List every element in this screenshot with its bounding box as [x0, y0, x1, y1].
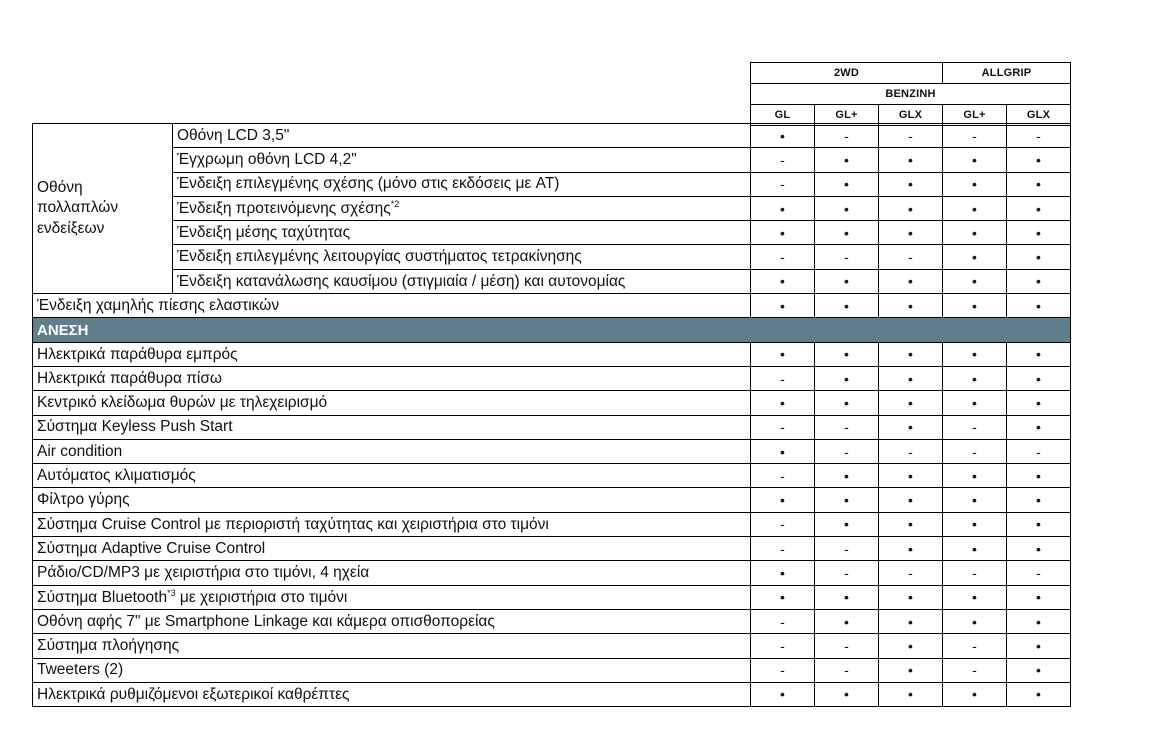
feature-row	[33, 561, 1071, 585]
header-allgrip: ALLGRIP	[943, 63, 1071, 84]
standard-mark: •	[943, 342, 1007, 366]
feature-label-text: Σύστημα πλοήγησης	[37, 637, 180, 655]
standard-mark: •	[943, 682, 1007, 706]
standard-mark: •	[879, 537, 943, 561]
standard-mark: •	[943, 512, 1007, 536]
not-available-mark: -	[879, 124, 943, 148]
not-available-mark: -	[943, 439, 1007, 463]
standard-mark: •	[879, 512, 943, 536]
standard-mark: •	[943, 245, 1007, 269]
feature-label	[33, 342, 751, 366]
standard-mark: •	[1007, 634, 1071, 658]
feature-label	[33, 439, 751, 463]
standard-mark: •	[1007, 537, 1071, 561]
standard-mark: •	[1007, 609, 1071, 633]
feature-row	[33, 609, 1071, 633]
standard-mark: •	[815, 294, 879, 318]
not-available-mark: -	[1007, 124, 1071, 148]
standard-mark: •	[943, 488, 1007, 512]
feature-label-text: Οθόνη LCD 3,5"	[177, 126, 290, 144]
section-title: ΑΝΕΣΗ	[33, 318, 1071, 342]
standard-mark: •	[815, 512, 879, 536]
feature-label-text: Ένδειξη χαμηλής πίεσης ελαστικών	[37, 296, 280, 314]
standard-mark: •	[751, 439, 815, 463]
standard-mark: •	[943, 148, 1007, 172]
standard-mark: •	[1007, 269, 1071, 293]
not-available-mark: -	[815, 561, 879, 585]
standard-mark: •	[943, 294, 1007, 318]
standard-mark: •	[1007, 391, 1071, 415]
standard-mark: •	[815, 609, 879, 633]
standard-mark: •	[815, 488, 879, 512]
not-available-mark: -	[751, 537, 815, 561]
not-available-mark: -	[751, 245, 815, 269]
feature-label-text: Ένδειξη επιλεγμένης σχέσης (μόνο στις εκδόσεις με AT)	[177, 175, 560, 193]
feature-label-text: Tweeters (2)	[37, 661, 124, 679]
feature-label-text: με χειριστήρια στο τιμόνι	[175, 588, 348, 606]
feature-label-text: Ένδειξη προτεινόμενης σχέσης	[177, 199, 391, 217]
standard-mark: •	[879, 391, 943, 415]
standard-mark: •	[879, 658, 943, 682]
standard-mark: •	[751, 391, 815, 415]
feature-label	[33, 561, 751, 585]
feature-label	[173, 221, 751, 245]
trim-header: GLX	[1007, 105, 1071, 126]
feature-label-text: Οθόνη αφής 7" με Smartphone Linkage και κάμερα οπισθοπορείας	[37, 612, 495, 630]
standard-mark: •	[879, 609, 943, 633]
feature-row	[33, 682, 1071, 706]
standard-mark: •	[943, 585, 1007, 609]
feature-label	[33, 294, 751, 318]
feature-label-text: Σύστημα Cruise Control με περιοριστή ταχύτητας και χειριστήρια στο τιμόνι	[37, 515, 549, 533]
standard-mark: •	[879, 464, 943, 488]
feature-label	[33, 634, 751, 658]
standard-mark: •	[751, 585, 815, 609]
standard-mark: •	[1007, 148, 1071, 172]
standard-mark: •	[879, 488, 943, 512]
not-available-mark: -	[1007, 561, 1071, 585]
not-available-mark: -	[815, 634, 879, 658]
standard-mark: •	[879, 585, 943, 609]
feature-label	[173, 148, 751, 172]
standard-mark: •	[751, 221, 815, 245]
feature-row	[33, 439, 1071, 463]
not-available-mark: -	[815, 245, 879, 269]
feature-label	[33, 366, 751, 390]
feature-label-text: Σύστημα Keyless Push Start	[37, 418, 233, 436]
standard-mark: •	[815, 148, 879, 172]
standard-mark: •	[815, 391, 879, 415]
not-available-mark: -	[815, 439, 879, 463]
feature-row	[33, 294, 1071, 318]
feature-label-text: Έγχρωμη οθόνη LCD 4,2"	[177, 151, 357, 169]
trim-header: GL+	[815, 105, 879, 126]
standard-mark: •	[879, 682, 943, 706]
not-available-mark: -	[751, 658, 815, 682]
not-available-mark: -	[879, 245, 943, 269]
feature-label	[173, 172, 751, 196]
standard-mark: •	[879, 366, 943, 390]
drivetrain-row	[751, 63, 1071, 84]
standard-mark: •	[751, 682, 815, 706]
standard-mark: •	[1007, 221, 1071, 245]
feature-label	[33, 512, 751, 536]
trim-header: GL	[751, 105, 815, 126]
header-fuel: BENZINH	[751, 84, 1071, 105]
standard-mark: •	[815, 196, 879, 220]
feature-label-text: Ηλεκτρικά παράθυρα πίσω	[37, 369, 223, 387]
feature-row	[33, 634, 1071, 658]
standard-mark: •	[1007, 196, 1071, 220]
feature-label	[33, 585, 751, 609]
not-available-mark: -	[751, 172, 815, 196]
feature-label-text: Ένδειξη μέσης ταχύτητας	[177, 224, 351, 242]
standard-mark: •	[1007, 585, 1071, 609]
standard-mark: •	[943, 537, 1007, 561]
standard-mark: •	[1007, 415, 1071, 439]
standard-mark: •	[1007, 342, 1071, 366]
not-available-mark: -	[751, 148, 815, 172]
feature-label-text: Ένδειξη κατανάλωσης καυσίμου (στιγμιαία / μέση) και αυτονομίας	[177, 272, 626, 290]
feature-label	[33, 658, 751, 682]
feature-row	[33, 342, 1071, 366]
not-available-mark: -	[815, 124, 879, 148]
standard-mark: •	[1007, 172, 1071, 196]
feature-row	[33, 391, 1071, 415]
fuel-row	[751, 84, 1071, 105]
standard-mark: •	[815, 585, 879, 609]
standard-mark: •	[879, 148, 943, 172]
feature-row	[33, 366, 1071, 390]
standard-mark: •	[943, 196, 1007, 220]
equipment-table	[32, 123, 1071, 707]
not-available-mark: -	[751, 366, 815, 390]
standard-mark: •	[879, 415, 943, 439]
standard-mark: •	[815, 366, 879, 390]
feature-label	[33, 537, 751, 561]
standard-mark: •	[879, 269, 943, 293]
standard-mark: •	[1007, 366, 1071, 390]
standard-mark: •	[943, 221, 1007, 245]
feature-label	[33, 488, 751, 512]
feature-label-text: Κεντρικό κλείδωμα θυρών με τηλεχειρισμό	[37, 394, 328, 412]
feature-label-text: Ηλεκτρικά ρυθμιζόμενοι εξωτερικοί καθρέπτες	[37, 685, 350, 703]
feature-label	[33, 682, 751, 706]
feature-label	[173, 124, 751, 148]
standard-mark: •	[1007, 294, 1071, 318]
not-available-mark: -	[879, 561, 943, 585]
feature-row	[33, 537, 1071, 561]
not-available-mark: -	[751, 415, 815, 439]
footnote-marker: *3	[167, 587, 176, 598]
not-available-mark: -	[751, 634, 815, 658]
standard-mark: •	[943, 269, 1007, 293]
not-available-mark: -	[751, 512, 815, 536]
feature-label	[173, 269, 751, 293]
feature-label	[33, 391, 751, 415]
standard-mark: •	[879, 342, 943, 366]
standard-mark: •	[751, 196, 815, 220]
group-label: Οθόνη πολλαπλών ενδείξεων	[33, 124, 173, 294]
feature-label	[33, 464, 751, 488]
not-available-mark: -	[879, 439, 943, 463]
standard-mark: •	[751, 294, 815, 318]
standard-mark: •	[943, 172, 1007, 196]
standard-mark: •	[943, 391, 1007, 415]
feature-row	[33, 658, 1071, 682]
standard-mark: •	[751, 124, 815, 148]
trim-header: GL+	[943, 105, 1007, 126]
standard-mark: •	[1007, 245, 1071, 269]
standard-mark: •	[879, 634, 943, 658]
standard-mark: •	[751, 342, 815, 366]
feature-label	[173, 196, 751, 220]
feature-row	[33, 464, 1071, 488]
standard-mark: •	[815, 342, 879, 366]
feature-row	[33, 172, 1071, 196]
feature-row	[33, 221, 1071, 245]
feature-row	[33, 148, 1071, 172]
not-available-mark: -	[943, 561, 1007, 585]
section-header	[33, 318, 1071, 342]
standard-mark: •	[943, 366, 1007, 390]
standard-mark: •	[943, 464, 1007, 488]
standard-mark: •	[815, 269, 879, 293]
feature-label-text: Φίλτρο γύρης	[37, 491, 130, 509]
feature-row	[33, 585, 1071, 609]
not-available-mark: -	[751, 464, 815, 488]
standard-mark: •	[879, 221, 943, 245]
feature-label-text: Σύστημα Bluetooth	[37, 588, 168, 606]
trim-header-table	[750, 62, 1071, 126]
feature-label-text: Ράδιο/CD/MP3 με χειριστήρια στο τιμόνι, 4 ηχεία	[37, 564, 370, 582]
not-available-mark: -	[943, 658, 1007, 682]
not-available-mark: -	[943, 634, 1007, 658]
feature-label-text: Σύστημα Adaptive Cruise Control	[37, 539, 266, 557]
standard-mark: •	[1007, 658, 1071, 682]
feature-label-text: Ηλεκτρικά παράθυρα εμπρός	[37, 345, 238, 363]
feature-row	[33, 124, 1071, 148]
standard-mark: •	[815, 172, 879, 196]
feature-label	[33, 609, 751, 633]
standard-mark: •	[1007, 512, 1071, 536]
feature-row	[33, 415, 1071, 439]
not-available-mark: -	[943, 415, 1007, 439]
standard-mark: •	[815, 682, 879, 706]
standard-mark: •	[879, 196, 943, 220]
trim-header: GLX	[879, 105, 943, 126]
feature-row	[33, 245, 1071, 269]
feature-label-text: Αυτόματος κλιματισμός	[37, 467, 196, 485]
not-available-mark: -	[815, 658, 879, 682]
not-available-mark: -	[751, 609, 815, 633]
feature-row	[33, 488, 1071, 512]
feature-label-text: Air condition	[37, 442, 123, 460]
feature-label	[173, 245, 751, 269]
standard-mark: •	[751, 561, 815, 585]
standard-mark: •	[879, 294, 943, 318]
feature-label	[33, 415, 751, 439]
standard-mark: •	[1007, 464, 1071, 488]
standard-mark: •	[815, 464, 879, 488]
standard-mark: •	[815, 221, 879, 245]
footnote-marker: *2	[390, 198, 400, 209]
not-available-mark: -	[815, 537, 879, 561]
not-available-mark: -	[943, 124, 1007, 148]
standard-mark: •	[1007, 682, 1071, 706]
standard-mark: •	[879, 172, 943, 196]
not-available-mark: -	[815, 415, 879, 439]
standard-mark: •	[1007, 488, 1071, 512]
feature-row	[33, 512, 1071, 536]
not-available-mark: -	[1007, 439, 1071, 463]
standard-mark: •	[751, 269, 815, 293]
standard-mark: •	[751, 488, 815, 512]
header-2wd: 2WD	[751, 63, 943, 84]
feature-row	[33, 196, 1071, 220]
feature-row	[33, 269, 1071, 293]
standard-mark: •	[943, 609, 1007, 633]
feature-label-text: Ένδειξη επιλεγμένης λειτουργίας συστήματος τετρακίνησης	[177, 248, 582, 266]
